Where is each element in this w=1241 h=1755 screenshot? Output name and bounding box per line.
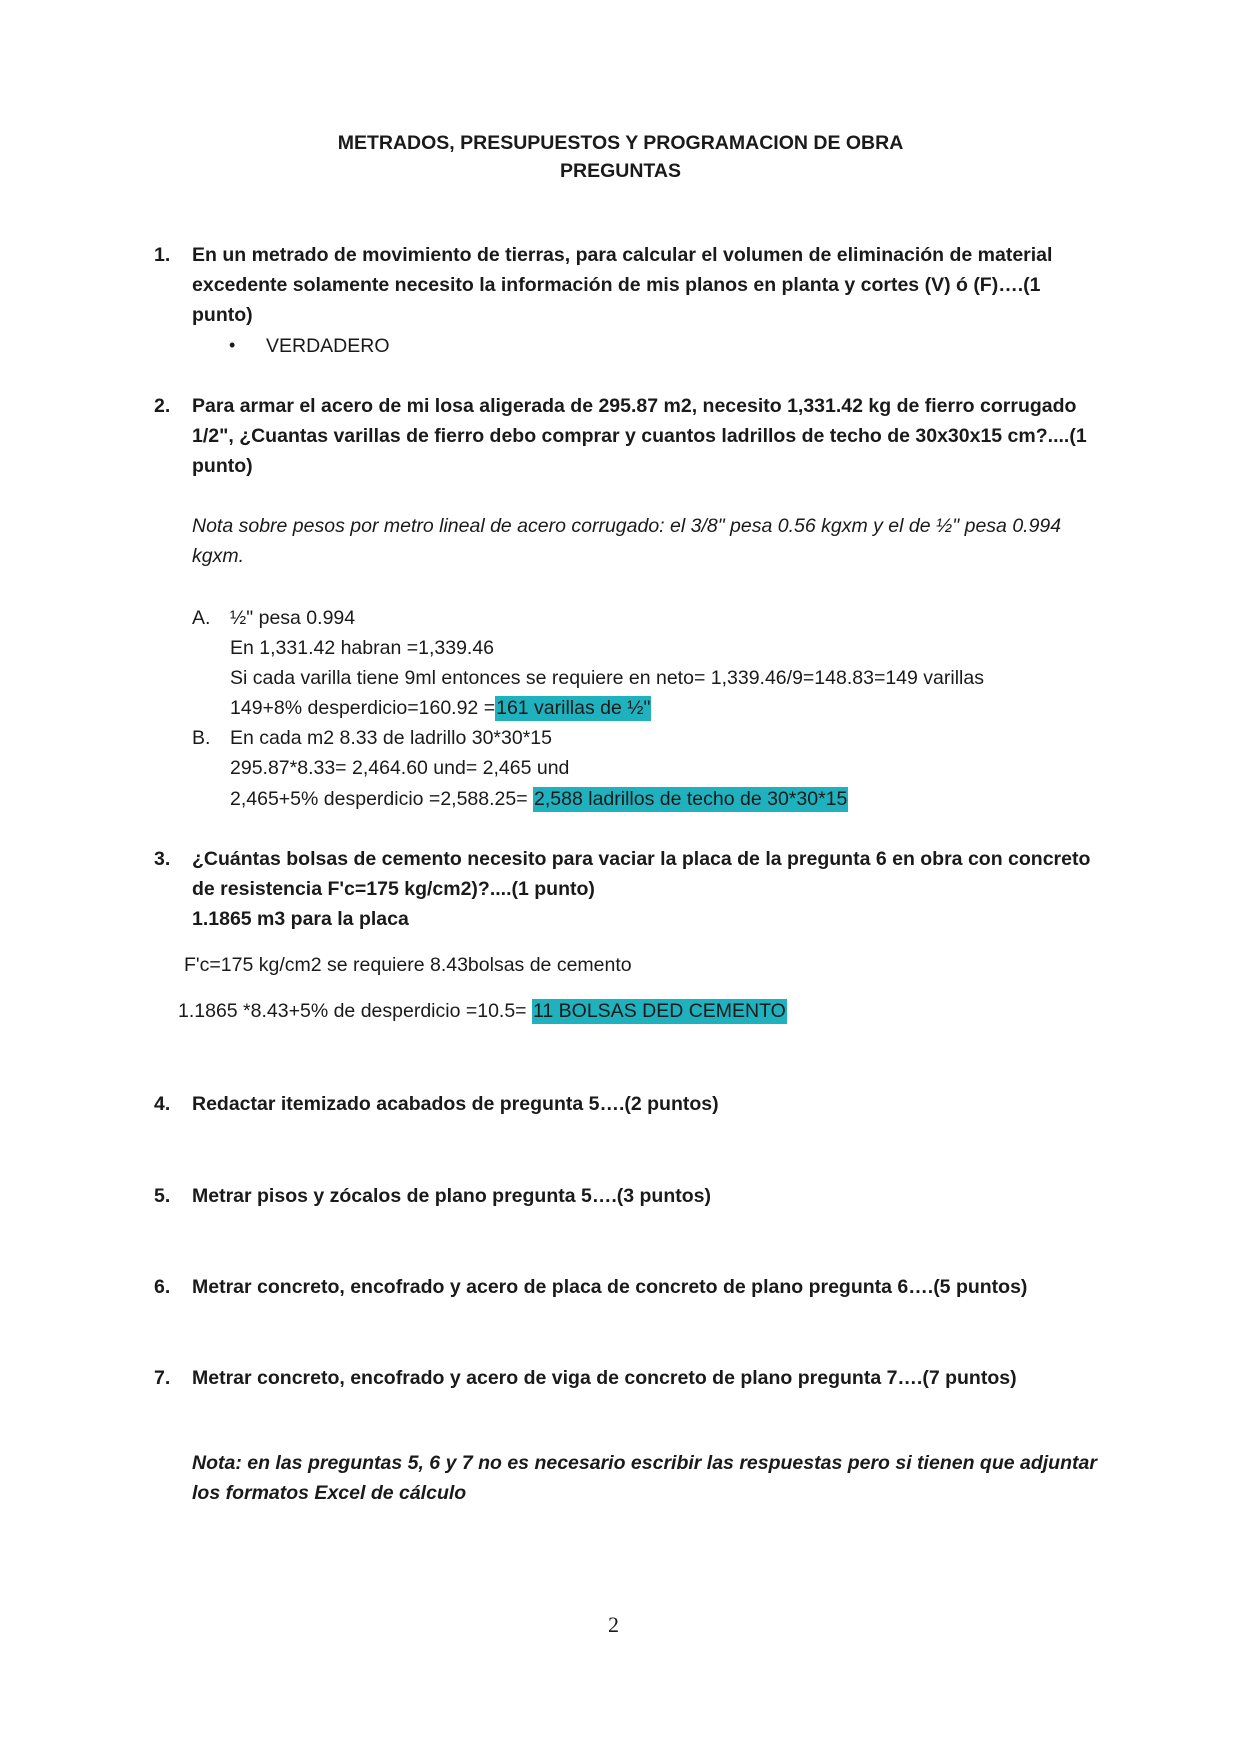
question-text-line: Para armar el acero de mi losa aligerada de 295.87 m2, necesito 1,331.42 kg de fierro corrugado (192, 395, 1077, 417)
note-line: kgxm. (192, 545, 245, 567)
question-text-line: punto) (192, 304, 253, 326)
question-text-line: punto) (192, 455, 253, 477)
answer-line-highlighted (230, 697, 651, 720)
note-line: los formatos Excel de cálculo (192, 1482, 467, 1504)
question-text-line: 1.1865 m3 para la placa (192, 908, 409, 930)
question-number: 3. (154, 848, 171, 870)
question-text-line: Redactar itemizado acabados de pregunta 5….(2 puntos) (192, 1093, 719, 1115)
list-label-b: B. (192, 727, 211, 749)
note-line: Nota sobre pesos por metro lineal de acero corrugado: el 3/8" pesa 0.56 kgxm y el de ½" pesa 0.994 (192, 515, 1062, 537)
question-number: 7. (154, 1367, 171, 1389)
answer-text: VERDADERO (266, 335, 390, 357)
answer-highlight: 2,588 ladrillos de techo de 30*30*15 (534, 788, 848, 810)
answer-line-highlighted (178, 1000, 787, 1023)
page-title: METRADOS, PRESUPUESTOS Y PROGRAMACION DE OBRA (337, 132, 904, 154)
bullet-icon: • (229, 335, 236, 355)
list-label-a: A. (192, 607, 211, 629)
question-text-line: Metrar pisos y zócalos de plano pregunta 5….(3 puntos) (192, 1185, 711, 1207)
answer-highlight: 11 BOLSAS DED CEMENTO (533, 1000, 786, 1022)
answer-line-highlighted (230, 788, 848, 811)
question-text-line: excedente solamente necesito la información de mis planos en planta y cortes (V) ó (F)….(1 (192, 274, 1041, 296)
answer-line: En cada m2 8.33 de ladrillo 30*30*15 (230, 727, 552, 749)
answer-line: 295.87*8.33= 2,464.60 und= 2,465 und (230, 757, 570, 779)
answer-plain: 1.1865 *8.43+5% de desperdicio =10.5= (178, 1000, 532, 1022)
question-number: 1. (154, 244, 171, 266)
answer-plain: 2,465+5% desperdicio =2,588.25= (230, 788, 534, 810)
answer-plain: 149+8% desperdicio=160.92 = (230, 697, 496, 719)
page-subtitle: PREGUNTAS (560, 160, 681, 182)
question-text-line: Metrar concreto, encofrado y acero de viga de concreto de plano pregunta 7….(7 puntos) (192, 1367, 1017, 1389)
question-number: 5. (154, 1185, 171, 1207)
question-number: 6. (154, 1276, 171, 1298)
answer-line: ½" pesa 0.994 (230, 607, 356, 629)
page-number: 2 (608, 1612, 619, 1637)
answer-highlight: 161 varillas de ½" (496, 697, 651, 719)
question-text-line: En un metrado de movimiento de tierras, para calcular el volumen de eliminación de material (192, 244, 1053, 266)
question-text-line: de resistencia F'c=175 kg/cm2)?....(1 punto) (192, 878, 595, 900)
question-text-line: 1/2", ¿Cuantas varillas de fierro debo comprar y cuantos ladrillos de techo de 30x30x15 cm?....(1 (192, 425, 1087, 447)
question-number: 4. (154, 1093, 171, 1115)
question-text-line: Metrar concreto, encofrado y acero de placa de concreto de plano pregunta 6….(5 puntos) (192, 1276, 1028, 1298)
answer-line: F'c=175 kg/cm2 se requiere 8.43bolsas de cemento (184, 954, 632, 976)
question-number: 2. (154, 395, 171, 417)
answer-line: En 1,331.42 habran =1,339.46 (230, 637, 495, 659)
question-text-line: ¿Cuántas bolsas de cemento necesito para vaciar la placa de la pregunta 6 en obra con concreto (192, 848, 1091, 870)
answer-line: Si cada varilla tiene 9ml entonces se requiere en neto= 1,339.46/9=148.83=149 varillas (230, 667, 984, 689)
note-line: Nota: en las preguntas 5, 6 y 7 no es necesario escribir las respuestas pero si tienen que adjuntar (192, 1452, 1097, 1474)
